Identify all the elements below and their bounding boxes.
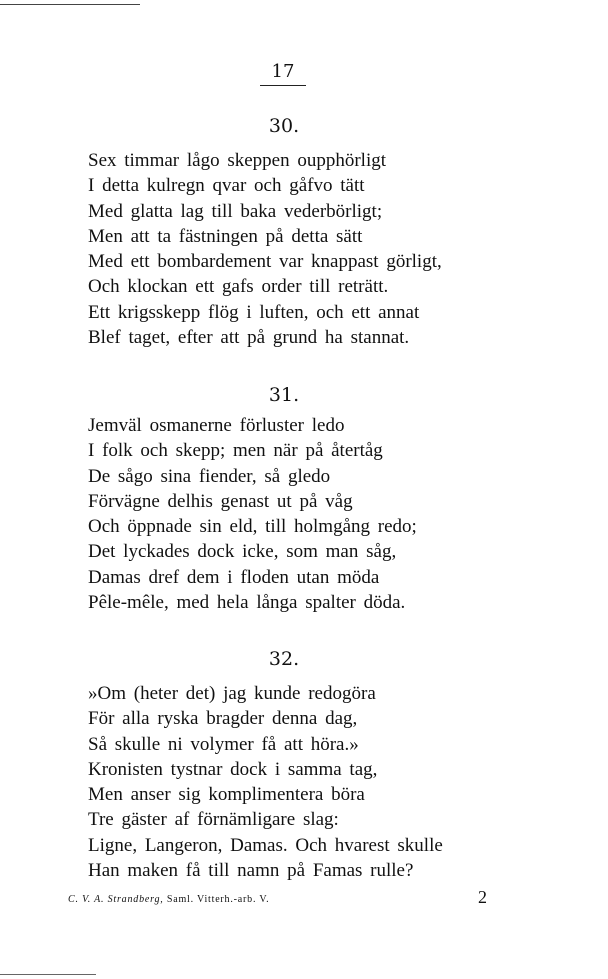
verse-line: Men att ta fästningen på detta sätt: [88, 225, 363, 247]
stanza-number-30: 30.: [268, 115, 300, 137]
footer-author: C. V. A. Strandberg,: [68, 894, 164, 905]
verse-line: Med glatta lag till baka vederbörligt;: [88, 200, 383, 222]
verse-line: »Om (heter det) jag kunde redogöra: [88, 683, 376, 704]
verse-line: Men anser sig komplimentera böra: [88, 784, 365, 806]
footer-work: Saml. Vitterh.-arb. V.: [166, 894, 270, 905]
verse-line: De sågo sina fiender, så gledo: [88, 465, 331, 487]
stanza-31: [88, 413, 488, 615]
signature-mark: 2: [478, 887, 487, 907]
verse-line: Blef taget, efter att på grund ha stannat.: [88, 327, 410, 349]
verse-line: Det lyckades dock icke, som man såg,: [88, 541, 397, 563]
stanza-30: [88, 148, 488, 350]
verse-line: Damas dref dem i floden utan möda: [88, 566, 380, 588]
verse-line: Tre gäster af förnämligare slag:: [88, 809, 339, 831]
verse-line: Kronisten tystnar dock i samma tag,: [88, 758, 378, 780]
verse-line: Ligne, Langeron, Damas. Och hvarest skulle: [88, 834, 443, 856]
verse-line: Han maken få till namn på Famas rulle?: [88, 860, 414, 882]
stanza-number-32: 32.: [268, 648, 300, 670]
verse-line: Ett krigsskepp flög i luften, och ett annat: [88, 301, 420, 323]
verse-line: Och klockan ett gafs order till reträtt.: [88, 276, 389, 298]
verse-line: I detta kulregn qvar och gåfvo tätt: [88, 175, 365, 197]
verse-line: För alla ryska bragder denna dag,: [88, 708, 358, 730]
bottom-edge-rule: [0, 974, 96, 975]
verse-line: Och öppnade sin eld, till holmgång redo;: [88, 516, 417, 538]
verse-line: Så skulle ni volymer få att höra.»: [88, 733, 359, 755]
verse-line: Jemväl osmanerne förluster ledo: [88, 415, 345, 436]
verse-line: Med ett bombardement var knappast görligt,: [88, 251, 442, 273]
stanza-32: [88, 681, 488, 883]
top-edge-rule: [0, 4, 140, 5]
verse-line: Pêle-mêle, med hela långa spalter döda.: [88, 592, 406, 614]
verse-line: I folk och skepp; men när på återtåg: [88, 440, 383, 462]
verse-line: Förvägne delhis genast ut på våg: [88, 490, 353, 512]
page-number: 17: [260, 61, 306, 86]
footer-imprint: [68, 893, 269, 907]
verse-line: Sex timmar lågo skeppen oupphörligt: [88, 150, 387, 171]
stanza-number-31: 31.: [268, 384, 300, 406]
